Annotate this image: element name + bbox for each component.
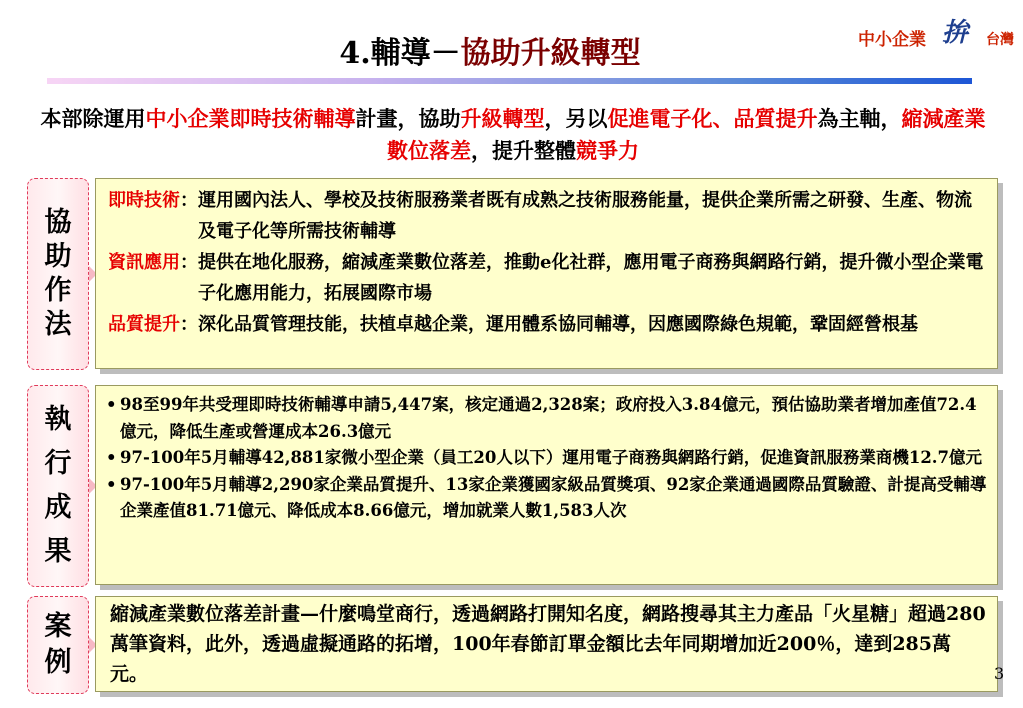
results-item — [106, 445, 989, 472]
section-label-approach — [27, 178, 89, 370]
approach-box — [95, 178, 998, 369]
approach-row — [108, 185, 987, 247]
intro-seg: ，提升整體 — [471, 138, 576, 163]
title-main: 協助升級轉型 — [460, 36, 641, 71]
intro-highlight: 縮減產業數位落差 — [387, 106, 986, 163]
approach-row-colon: ： — [180, 314, 198, 335]
approach-row-text: 提供在地化服務，縮減產業數位落差，推動e化社群，應用電子商務與網路行銷，提升微小型企業電子化應用能力，拓展國際市場 — [198, 252, 984, 304]
intro-seg: 為主軸， — [817, 106, 902, 131]
intro-seg: ，另以 — [544, 106, 608, 131]
logo-text-fight: 拚 — [942, 18, 969, 48]
approach-row-text: 深化品質管理技能，扶植卓越企業，運用體系協同輔導，因應國際綠色規範，鞏固經營根基 — [198, 314, 918, 335]
section-label-char: 案 — [44, 611, 72, 642]
bullet-icon: • — [106, 395, 117, 414]
section-label-char: 果 — [44, 536, 72, 567]
title-underline-bar — [47, 78, 972, 84]
section-label-char: 法 — [44, 309, 72, 340]
section-label-case — [27, 596, 89, 694]
section-label-char: 作 — [44, 275, 72, 306]
section-label-char: 行 — [44, 448, 72, 479]
results-item-text: 97-100年5月輔導42,881家微小型企業（員工20人以下）運用電子商務與網路行銷，促進資訊服務業商機12.7億元 — [120, 448, 983, 467]
results-item-text: 97-100年5月輔導2,290家企業品質提升、13家企業獲國家級品質獎項、92家企業通過國際品質驗證、計提高受輔導企業產值81.71億元、降低成本8.66億元，增加就業人數1,583人次 — [120, 474, 987, 520]
intro-paragraph — [38, 103, 988, 167]
brand-logo — [858, 12, 1016, 56]
section-label-char: 執 — [44, 404, 72, 435]
intro-seg: 本部除運用 — [40, 106, 146, 131]
approach-row-text: 運用國內法人、學校及技術服務業者既有成熟之技術服務能量，提供企業所需之研發、生產、物流及電子化等所需技術輔導 — [198, 190, 972, 242]
section-label-char: 例 — [44, 647, 72, 678]
page-title — [0, 28, 980, 72]
results-item-text: 98至99年共受理即時技術輔導申請5,447案，核定通過2,328案；政府投入3.84億元，預估協助業者增加產值72.4億元，降低生產或營運成本26.3億元 — [120, 395, 977, 441]
bullet-icon: • — [106, 474, 117, 494]
approach-row-label: 品質提升 — [108, 314, 180, 335]
section-label-char: 助 — [44, 241, 72, 272]
results-item — [106, 392, 989, 445]
title-dash: － — [430, 36, 461, 71]
section-label-char: 協 — [44, 207, 72, 238]
approach-row-label: 資訊應用 — [108, 252, 180, 273]
approach-row — [108, 309, 987, 340]
results-box — [95, 385, 998, 585]
approach-row-colon: ： — [180, 190, 198, 211]
case-box — [95, 596, 998, 692]
bullet-icon: • — [106, 448, 117, 467]
intro-highlight: 中小企業即時技術輔導 — [145, 106, 356, 131]
logo-text-taiwan: 台灣 — [986, 32, 1014, 48]
intro-highlight: 升級轉型 — [460, 106, 545, 131]
title-prefix: 4.輔導 — [339, 36, 431, 71]
approach-row-label: 即時技術 — [108, 190, 180, 211]
case-text: 縮減產業數位落差計畫—什麼鳴堂商行，透過網路打開知名度，網路搜尋其主力產品「火星糖」超過280萬筆資料，此外，透過虛擬通路的拓增，100年春節訂單金額比去年同期增加近200％，達到285萬元。 — [110, 603, 986, 685]
results-item — [106, 472, 989, 525]
section-label-results — [27, 385, 89, 587]
intro-highlight: 競爭力 — [576, 138, 639, 163]
approach-row — [108, 247, 987, 309]
approach-row-colon: ： — [180, 252, 198, 273]
intro-highlight: 促進電子化、品質提升 — [607, 106, 818, 131]
logo-text-sme: 中小企業 — [858, 30, 926, 50]
section-label-char: 成 — [44, 492, 72, 523]
intro-seg: 計畫，協助 — [355, 106, 461, 131]
page-number: 3 — [994, 664, 1005, 683]
